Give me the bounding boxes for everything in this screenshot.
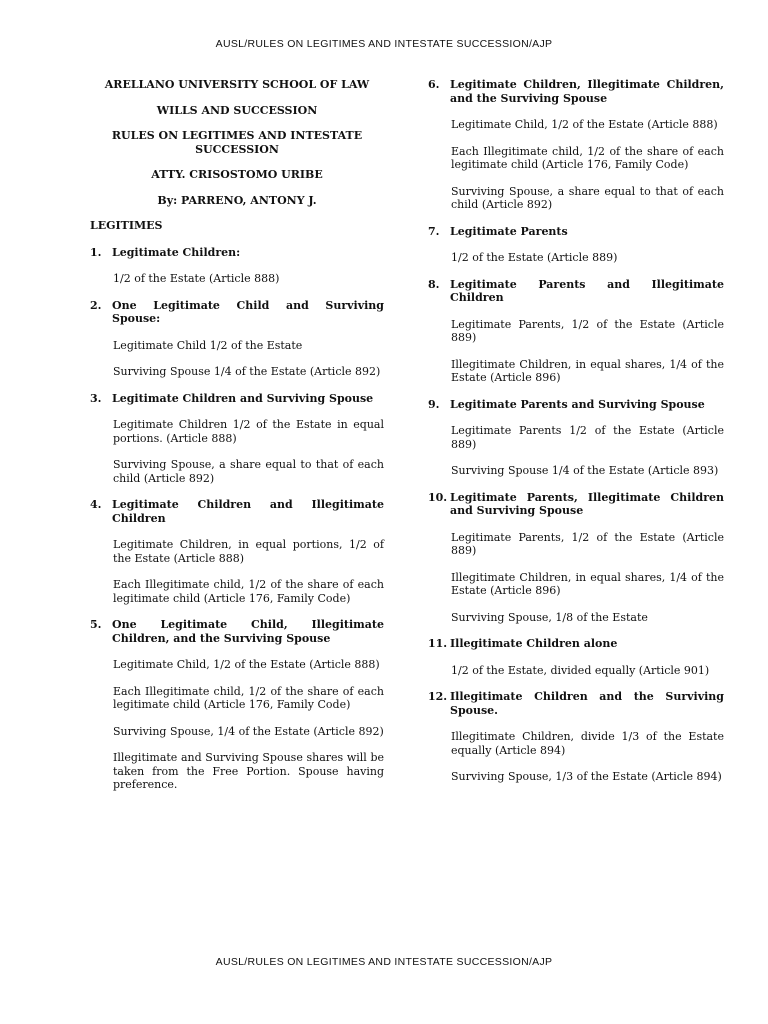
rule-paragraph: Each Illegitimate child, 1/2 of the share of each legitimate child (Article 176, Family Code): [113, 578, 384, 605]
right-item-list: [428, 78, 724, 784]
rule-number: 3.: [90, 391, 102, 405]
school-title: ARELLANO UNIVERSITY SCHOOL OF LAW: [104, 78, 370, 91]
rule-heading: [428, 690, 724, 717]
rule-heading: [90, 498, 384, 525]
rule-title: Legitimate Children, Illegitimate Children, and the Surviving Spouse: [450, 78, 724, 105]
rule-paragraph: Legitimate Child, 1/2 of the Estate (Article 888): [451, 118, 718, 131]
rule-title: Legitimate Parents: [450, 224, 568, 238]
rule-paragraph: Each Illegitimate child, 1/2 of the share of each legitimate child (Article 176, Family Code): [451, 144, 724, 171]
rule-item: [428, 78, 724, 212]
rule-heading: [428, 491, 724, 518]
rule-number: 7.: [428, 224, 440, 238]
rule-title: Legitimate Children and Illegitimate Children: [112, 498, 384, 525]
rule-heading: [428, 398, 724, 412]
rule-heading: [428, 78, 724, 105]
professor-name: ATTY. CRISOSTOMO URIBE: [151, 168, 323, 181]
rule-item: [90, 498, 384, 605]
rule-paragraph: Legitimate Child 1/2 of the Estate: [113, 338, 303, 352]
rule-title: One Legitimate Child and Surviving Spouse:: [112, 298, 384, 325]
rule-paragraph: Each Illegitimate child, 1/2 of the share of each legitimate child (Article 176, Family Code): [113, 684, 384, 711]
rule-item: [90, 246, 384, 286]
topic-title: RULES ON LEGITIMES AND INTESTATE SUCCESSION: [111, 129, 363, 156]
author-name: By: PARRENO, ANTONY J.: [157, 193, 317, 207]
rule-heading: [90, 618, 384, 645]
rule-item: [90, 618, 384, 792]
rule-paragraph: Surviving Spouse, 1/3 of the Estate (Article 894): [451, 770, 722, 783]
rule-item: [90, 392, 384, 486]
rule-number: 9.: [428, 397, 440, 411]
rule-paragraph: Surviving Spouse, 1/8 of the Estate: [451, 610, 648, 624]
rule-item: [428, 278, 724, 385]
running-footer: AUSL/RULES ON LEGITIMES AND INTESTATE SUCCESSION/AJP: [215, 956, 553, 968]
rule-title: Legitimate Children and Surviving Spouse: [112, 391, 374, 405]
rule-paragraph: Legitimate Parents 1/2 of the Estate (Article 889): [451, 424, 724, 451]
rule-paragraph: Surviving Spouse 1/4 of the Estate (Article 893): [451, 464, 719, 477]
rule-paragraph: 1/2 of the Estate (Article 889): [451, 251, 618, 264]
rule-number: 10.: [428, 490, 448, 504]
rule-number: 4.: [90, 498, 102, 511]
rule-heading: [90, 246, 384, 260]
course-title: WILLS AND SUCCESSION: [156, 103, 318, 117]
rule-heading: [428, 637, 724, 651]
rule-title: Illegitimate Children alone: [450, 637, 618, 650]
rule-paragraph: Illegitimate Children, in equal shares, 1/4 of the Estate (Article 896): [451, 357, 724, 384]
rule-paragraph: Legitimate Child, 1/2 of the Estate (Article 888): [113, 658, 380, 671]
rule-number: 8.: [428, 277, 440, 291]
rule-paragraph: 1/2 of the Estate (Article 888): [113, 272, 280, 285]
rule-paragraph: Legitimate Parents, 1/2 of the Estate (Article 889): [451, 530, 724, 557]
rule-heading: [428, 278, 724, 305]
rule-number: 12.: [428, 690, 448, 703]
rule-title: Legitimate Children:: [112, 245, 241, 259]
rule-paragraph: Surviving Spouse, 1/4 of the Estate (Article 892): [113, 724, 384, 738]
rule-item: [428, 398, 724, 478]
rule-number: 6.: [428, 78, 440, 91]
rule-title: Legitimate Parents and Surviving Spouse: [450, 397, 705, 411]
rule-paragraph: Surviving Spouse, a share equal to that of each child (Article 892): [113, 458, 384, 485]
rule-paragraph: Illegitimate and Surviving Spouse shares will be taken from the Free Portion. Spouse having preference.: [113, 751, 384, 791]
right-column: [428, 78, 724, 797]
rule-heading: [428, 225, 724, 239]
rule-item: [428, 690, 724, 784]
rule-title: Legitimate Parents, Illegitimate Children and Surviving Spouse: [450, 490, 724, 517]
rule-paragraph: Illegitimate Children, divide 1/3 of the Estate equally (Article 894): [451, 730, 724, 757]
rule-paragraph: Surviving Spouse, a share equal to that of each child (Article 892): [451, 184, 724, 211]
rule-item: [428, 491, 724, 625]
rule-title: One Legitimate Child, Illegitimate Children, and the Surviving Spouse: [112, 618, 384, 645]
rule-title: Illegitimate Children and the Surviving Spouse.: [450, 690, 724, 717]
rule-number: 1.: [90, 245, 102, 259]
left-item-list: [90, 246, 384, 792]
rule-paragraph: Legitimate Parents, 1/2 of the Estate (Article 889): [451, 317, 724, 344]
rule-paragraph: Surviving Spouse 1/4 of the Estate (Article 892): [113, 365, 381, 378]
rule-number: 2.: [90, 298, 102, 312]
rule-heading: [90, 299, 384, 326]
left-column: [90, 78, 384, 805]
rule-paragraph: 1/2 of the Estate, divided equally (Article 901): [451, 663, 710, 677]
rule-item: [428, 637, 724, 677]
section-heading: LEGITIMES: [90, 219, 163, 232]
rule-paragraph: Illegitimate Children, in equal shares, 1/4 of the Estate (Article 896): [451, 570, 724, 597]
rule-paragraph: Legitimate Children 1/2 of the Estate in equal portions. (Article 888): [113, 418, 384, 445]
rule-item: [90, 299, 384, 379]
rule-paragraph: Legitimate Children, in equal portions, 1/2 of the Estate (Article 888): [113, 538, 384, 565]
rule-heading: [90, 392, 384, 406]
running-header: AUSL/RULES ON LEGITIMES AND INTESTATE SUCCESSION/AJP: [215, 38, 553, 50]
rule-number: 11.: [428, 637, 448, 650]
rule-item: [428, 225, 724, 265]
rule-number: 5.: [90, 618, 102, 631]
rule-title: Legitimate Parents and Illegitimate Children: [450, 277, 724, 304]
